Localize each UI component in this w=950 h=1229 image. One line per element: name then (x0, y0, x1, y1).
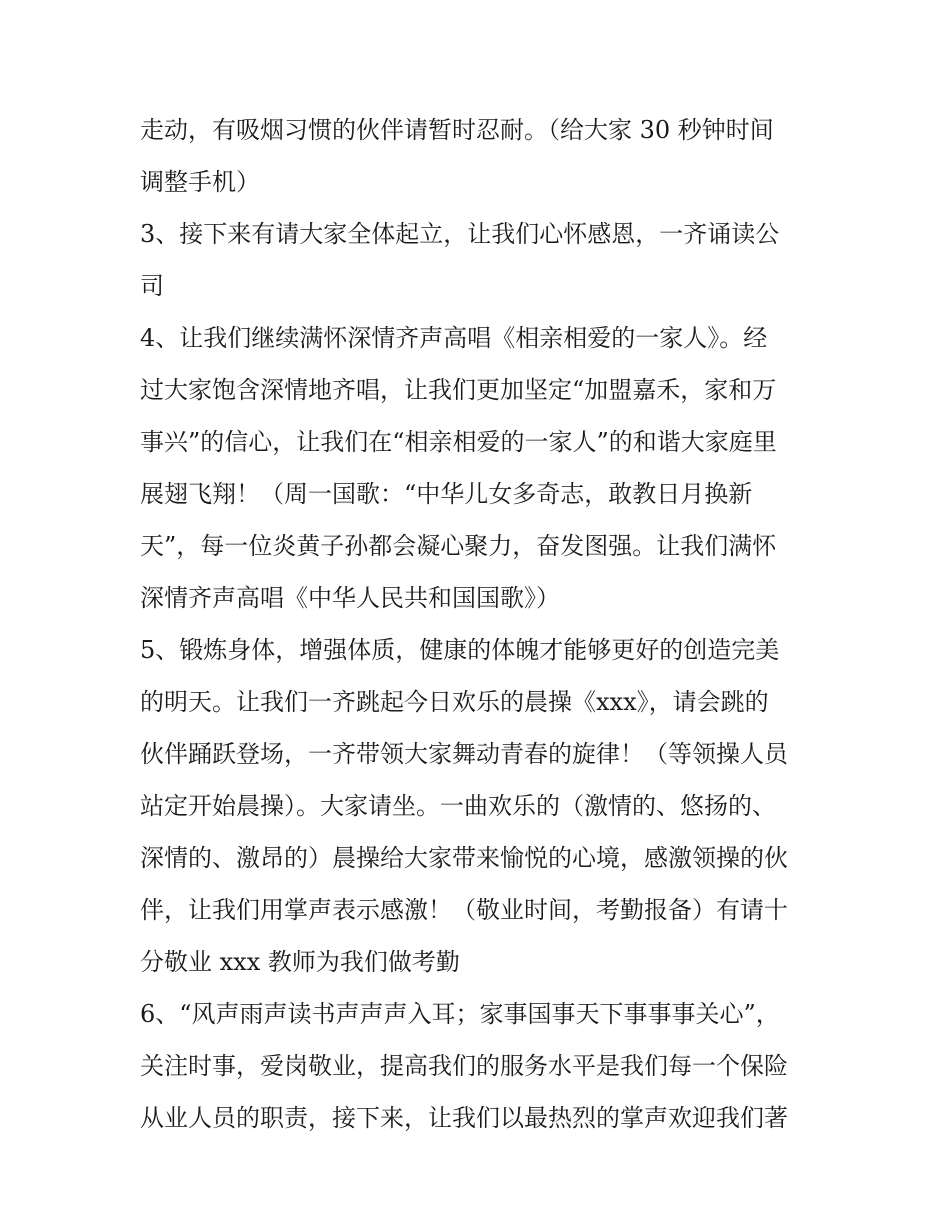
text-line: 司 (140, 272, 164, 300)
text-line: 深情齐声高唱《中华人民共和国国歌》） (140, 584, 560, 612)
text-line: 6、“风声雨声读书声声声入耳；家事国事天下事事事关心”， (140, 1000, 780, 1028)
text-line: 4、让我们继续满怀深情齐声高唱《相亲相爱的一家人》。经 (140, 324, 768, 352)
text-line: 分敬业 xxx 教师为我们做考勤 (140, 948, 460, 976)
body-text (140, 104, 820, 1144)
text-line: 事兴”的信心，让我们在“相亲相爱的一家人”的和谐大家庭里 (140, 428, 777, 456)
text-line: 深情的、激昂的）晨操给大家带来愉悦的心境，感激领操的伙 (140, 844, 788, 872)
text-line: 站定开始晨操）。大家请坐。一曲欢乐的（激情的、悠扬的、 (140, 792, 776, 820)
text-line: 从业人员的职责，接下来，让我们以最热烈的掌声欢迎我们著 (140, 1104, 788, 1132)
text-line: 5、锻炼身体，增强体质，健康的体魄才能够更好的创造完美 (140, 636, 780, 664)
text-line: 关注时事，爱岗敬业，提高我们的服务水平是我们每一个保险 (140, 1052, 788, 1080)
text-line: 3、接下来有请大家全体起立，让我们心怀感恩，一齐诵读公 (140, 220, 780, 248)
text-line: 展翅飞翔！（周一国歌：“中华儿女多奇志，敢教日月换新 (140, 480, 753, 508)
text-line: 天”，每一位炎黄子孙都会凝心聚力，奋发图强。让我们满怀 (140, 532, 777, 560)
text-line: 过大家饱含深情地齐唱，让我们更加坚定“加盟嘉禾，家和万 (140, 376, 777, 404)
text-line: 伙伴踊跃登场，一齐带领大家舞动青春的旋律！（等领操人员 (140, 740, 788, 768)
text-line: 的明天。让我们一齐跳起今日欢乐的晨操《xxx》，请会跳的 (140, 688, 769, 716)
text-line: 走动，有吸烟习惯的伙伴请暂时忍耐。（给大家 30 秒钟时间 (140, 116, 774, 144)
text-line: 调整手机） (140, 168, 260, 196)
text-line: 伴，让我们用掌声表示感激！（敬业时间，考勤报备）有请十 (140, 896, 788, 924)
